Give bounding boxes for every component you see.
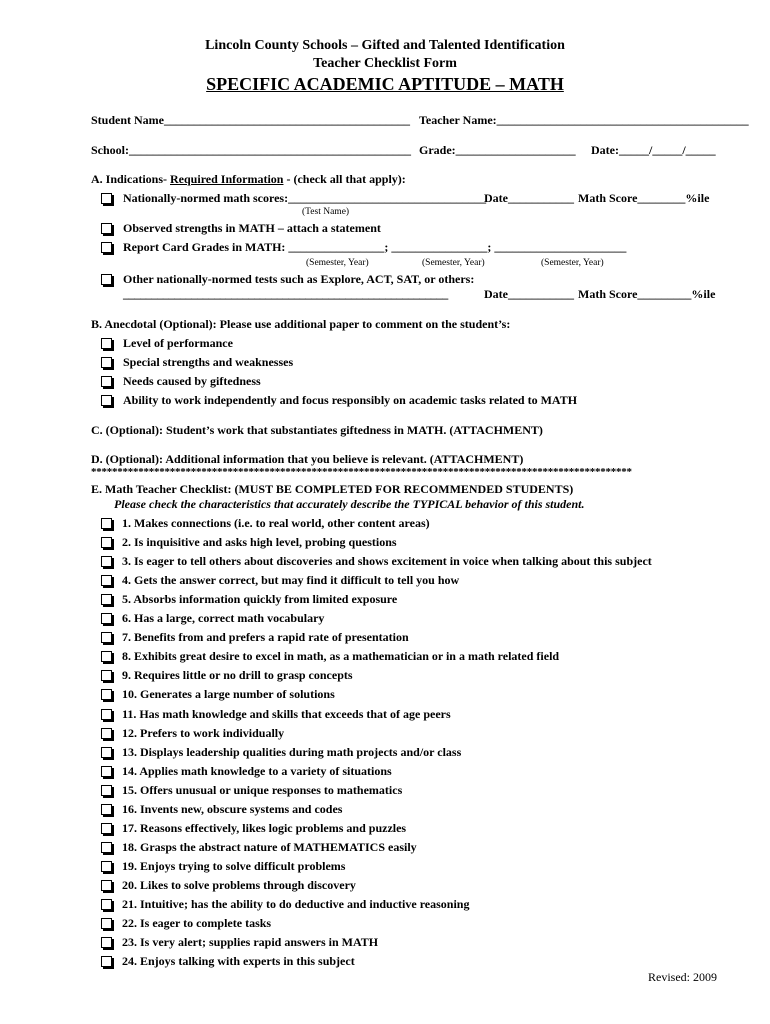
report-card-label: Report Card Grades in MATH: ________________; ________________; ______________________: [123, 240, 627, 254]
other-tests-line[interactable]: _________________________________________________________: [123, 287, 448, 301]
checklist-item-label: 16. Invents new, obscure systems and codes: [122, 801, 343, 816]
anecdotal-item-checkbox[interactable]: [101, 376, 112, 387]
section-c-text: C. (Optional): Student’s work that substantiates giftedness in MATH. (ATTACHMENT): [91, 423, 543, 437]
checklist-item-checkbox[interactable]: [101, 861, 112, 872]
checkbox-report-card[interactable]: [101, 242, 112, 253]
checklist-item-label: 9. Requires little or no drill to grasp concepts: [122, 668, 353, 683]
checklist-item-label: 19. Enjoys trying to solve difficult problems: [122, 858, 346, 873]
teacher-name-field[interactable]: Teacher Name:__________________________________________: [419, 113, 749, 127]
checkbox-natl-scores[interactable]: [101, 193, 112, 204]
checklist-item-checkbox[interactable]: [101, 594, 112, 605]
section-d-text: D. (Optional): Additional information that you believe is relevant. (ATTACHMENT): [91, 452, 524, 466]
checklist-item-checkbox[interactable]: [101, 842, 112, 853]
checklist-item-checkbox[interactable]: [101, 785, 112, 796]
checklist-item-label: 3. Is eager to tell others about discoveries and shows excitement in voice when talking about this subject: [122, 554, 652, 569]
checklist-item-checkbox[interactable]: [101, 956, 112, 967]
checklist-item-label: 24. Enjoys talking with experts in this subject: [122, 954, 355, 969]
anecdotal-item-label: Special strengths and weaknesses: [123, 355, 294, 369]
checklist-item-label: 23. Is very alert; supplies rapid answers in MATH: [122, 935, 379, 950]
checklist-item-label: 20. Likes to solve problems through discovery: [122, 877, 356, 892]
checklist-item-label: 8. Exhibits great desire to excel in math, as a mathematician or in a math related field: [122, 649, 560, 664]
grade-field[interactable]: Grade:____________________: [419, 143, 576, 157]
checklist-item-checkbox[interactable]: [101, 899, 112, 910]
anecdotal-item-checkbox[interactable]: [101, 338, 112, 349]
checklist-item-checkbox[interactable]: [101, 632, 112, 643]
checklist-item-checkbox[interactable]: [101, 518, 112, 529]
checklist-item-label: 18. Grasps the abstract nature of MATHEMATICS easily: [122, 839, 417, 854]
observed-strengths-label: Observed strengths in MATH – attach a statement: [123, 221, 381, 235]
checklist-item-checkbox[interactable]: [101, 537, 112, 548]
checklist-item-checkbox[interactable]: [101, 766, 112, 777]
checkbox-observed-strengths[interactable]: [101, 223, 112, 234]
checklist-item-label: 10. Generates a large number of solutions: [122, 687, 335, 702]
other-tests-label: Other nationally-normed tests such as Explore, ACT, SAT, or others:: [123, 272, 475, 286]
checklist-item-label: 5. Absorbs information quickly from limited exposure: [122, 592, 398, 607]
school-field[interactable]: School:_______________________________________________: [91, 143, 412, 157]
date-field[interactable]: Date:_____/_____/_____: [591, 143, 716, 157]
checklist-item-checkbox[interactable]: [101, 689, 112, 700]
anecdotal-item-checkbox[interactable]: [101, 395, 112, 406]
anecdotal-item-checkbox[interactable]: [101, 357, 112, 368]
checklist-item-label: 6. Has a large, correct math vocabulary: [122, 611, 325, 626]
natl-date-field[interactable]: Date___________: [484, 191, 574, 205]
checklist-item-label: 17. Reasons effectively, likes logic problems and puzzles: [122, 820, 407, 835]
checklist-item-checkbox[interactable]: [101, 937, 112, 948]
separator: *******************************************************************************************************: [91, 466, 632, 478]
header-line2: Teacher Checklist Form: [313, 56, 457, 71]
checklist-item-label: 15. Offers unusual or unique responses to mathematics: [122, 782, 403, 797]
semester-caption-2: (Semester, Year): [422, 258, 485, 268]
checklist-item-label: 7. Benefits from and prefers a rapid rate of presentation: [122, 630, 409, 645]
header-line1: Lincoln County Schools – Gifted and Talented Identification: [205, 38, 565, 53]
other-date-field[interactable]: Date___________: [484, 287, 574, 301]
checkbox-other-tests[interactable]: [101, 274, 112, 285]
checklist-item-checkbox[interactable]: [101, 556, 112, 567]
checklist-item-checkbox[interactable]: [101, 823, 112, 834]
checklist-item-label: 22. Is eager to complete tasks: [122, 916, 272, 931]
semester-caption-3: (Semester, Year): [541, 258, 604, 268]
checklist-item-label: 14. Applies math knowledge to a variety of situations: [122, 763, 392, 778]
checklist-item-checkbox[interactable]: [101, 804, 112, 815]
checklist-item-label: 1. Makes connections (i.e. to real world, other content areas): [122, 516, 430, 530]
checklist-item-checkbox[interactable]: [101, 880, 112, 891]
checklist-item-label: 12. Prefers to work individually: [122, 725, 285, 740]
section-b-heading: B. Anecdotal (Optional): Please use additional paper to comment on the student’s:: [91, 317, 511, 331]
checklist-item-label: 2. Is inquisitive and asks high level, probing questions: [122, 535, 397, 550]
anecdotal-item-label: Needs caused by giftedness: [123, 374, 261, 388]
checklist-item-checkbox[interactable]: [101, 709, 112, 720]
section-e-heading: E. Math Teacher Checklist: (MUST BE COMPLETED FOR RECOMMENDED STUDENTS): [91, 482, 574, 496]
test-name-caption: (Test Name): [302, 207, 350, 217]
page-title: SPECIFIC ACADEMIC APTITUDE – MATH: [206, 74, 564, 94]
checklist-item-checkbox[interactable]: [101, 651, 112, 662]
checklist-item-label: 11. Has math knowledge and skills that exceeds that of age peers: [122, 706, 451, 721]
checklist-item-checkbox[interactable]: [101, 747, 112, 758]
student-name-field[interactable]: Student Name_________________________________________: [91, 113, 411, 127]
anecdotal-item-label: Ability to work independently and focus responsibly on academic tasks related to MATH: [123, 393, 578, 407]
checklist-item-label: 4. Gets the answer correct, but may find it difficult to tell you how: [122, 573, 460, 588]
natl-math-score-field[interactable]: Math Score________%ile: [578, 191, 710, 205]
section-a-heading: A. Indications- Required Information - (check all that apply):: [91, 172, 406, 186]
checklist-item-label: 13. Displays leadership qualities during math projects and/or class: [122, 744, 462, 759]
checklist-item-checkbox[interactable]: [101, 728, 112, 739]
checklist-item-checkbox[interactable]: [101, 918, 112, 929]
checklist-item-label: 21. Intuitive; has the ability to do deductive and inductive reasoning: [122, 897, 470, 911]
natl-scores-label: Nationally-normed math scores:_________________________________: [123, 191, 487, 205]
checklist-item-checkbox[interactable]: [101, 670, 112, 681]
semester-caption-1: (Semester, Year): [306, 258, 369, 268]
section-e-instructions: Please check the characteristics that accurately describe the TYPICAL behavior of this student.: [114, 497, 585, 511]
checklist-item-checkbox[interactable]: [101, 613, 112, 624]
anecdotal-item-label: Level of performance: [123, 336, 233, 350]
other-math-score-field[interactable]: Math Score_________%ile: [578, 287, 716, 301]
revised-date: Revised: 2009: [648, 970, 717, 984]
checklist-item-checkbox[interactable]: [101, 575, 112, 586]
